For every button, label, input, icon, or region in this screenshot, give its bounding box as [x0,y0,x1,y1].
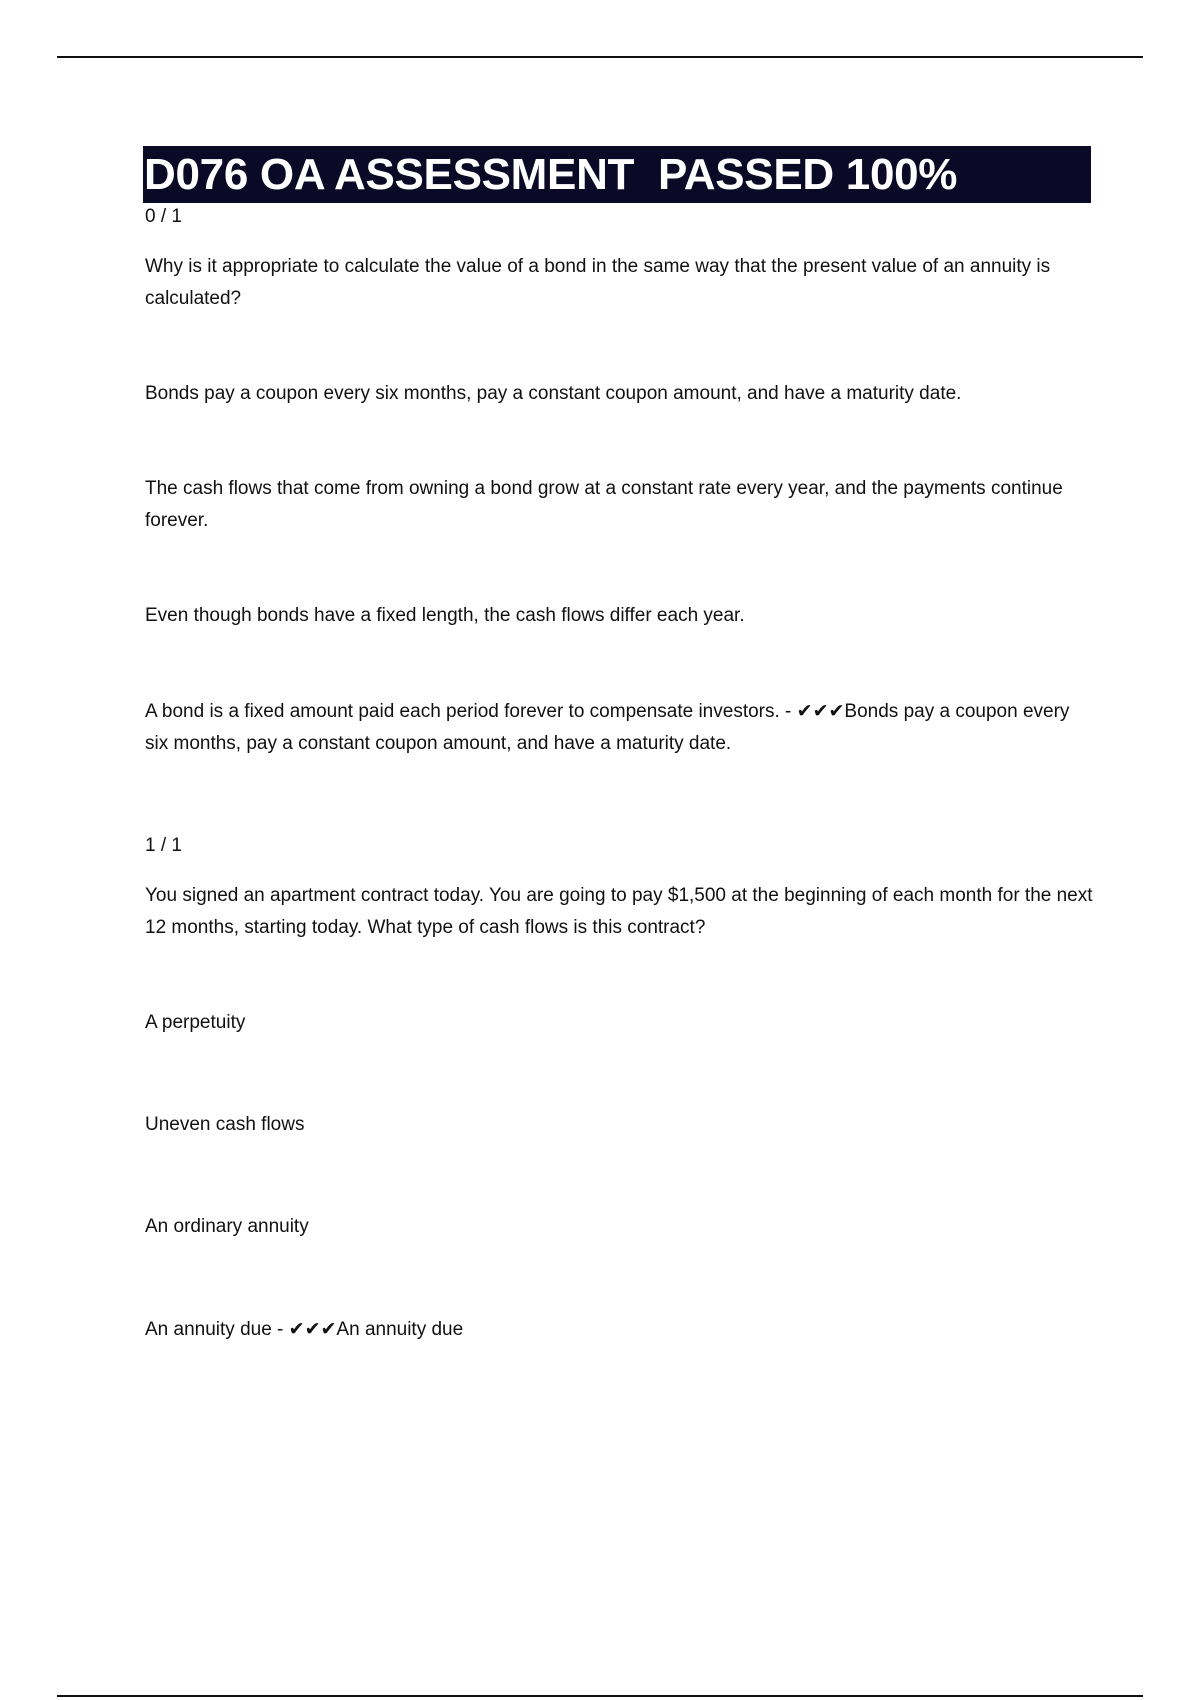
question-score: 0 / 1 [145,206,182,227]
correct-answer: Bonds pay a coupon every six months, pay a constant coupon amount, and have a maturity date. [145,701,1070,754]
answer-option: Bonds pay a coupon every six months, pay a constant coupon amount, and have a maturity date. [145,383,962,404]
answer-option: Uneven cash flows [145,1114,305,1135]
question-prompt: Why is it appropriate to calculate the value of a bond in the same way that the present value of an annuity is calculated? [145,256,1051,309]
answer-option: Even though bonds have a fixed length, the cash flows differ each year. [145,605,745,626]
option-text: A bond is a fixed amount paid each period forever to compensate investors. - [145,701,797,722]
option-text: An annuity due - [145,1319,289,1340]
top-rule [57,56,1143,58]
checkmark-icon: ✔✔✔ [288,1318,337,1340]
question-score: 1 / 1 [145,835,182,856]
answer-option: An ordinary annuity [145,1216,309,1237]
question-2 [145,835,1095,1346]
document-body [145,146,1095,1346]
question-prompt: You signed an apartment contract today. You are going to pay $1,500 at the beginning of each month for the next 12 months, starting today. What type of cash flows is this contract? [145,885,1093,938]
answer-option-with-answer [145,1313,1095,1346]
answer-option: A perpetuity [145,1012,246,1033]
document-title: D076 OA ASSESSMENT PASSED 100% [143,146,1091,203]
answer-option-with-answer [145,695,1095,760]
bottom-rule [57,1695,1143,1697]
checkmark-icon: ✔✔✔ [796,700,845,722]
correct-answer: An annuity due [336,1319,464,1340]
question-1 [145,206,1095,760]
answer-option: The cash flows that come from owning a bond grow at a constant rate every year, and the payments continue forever. [145,478,1063,531]
